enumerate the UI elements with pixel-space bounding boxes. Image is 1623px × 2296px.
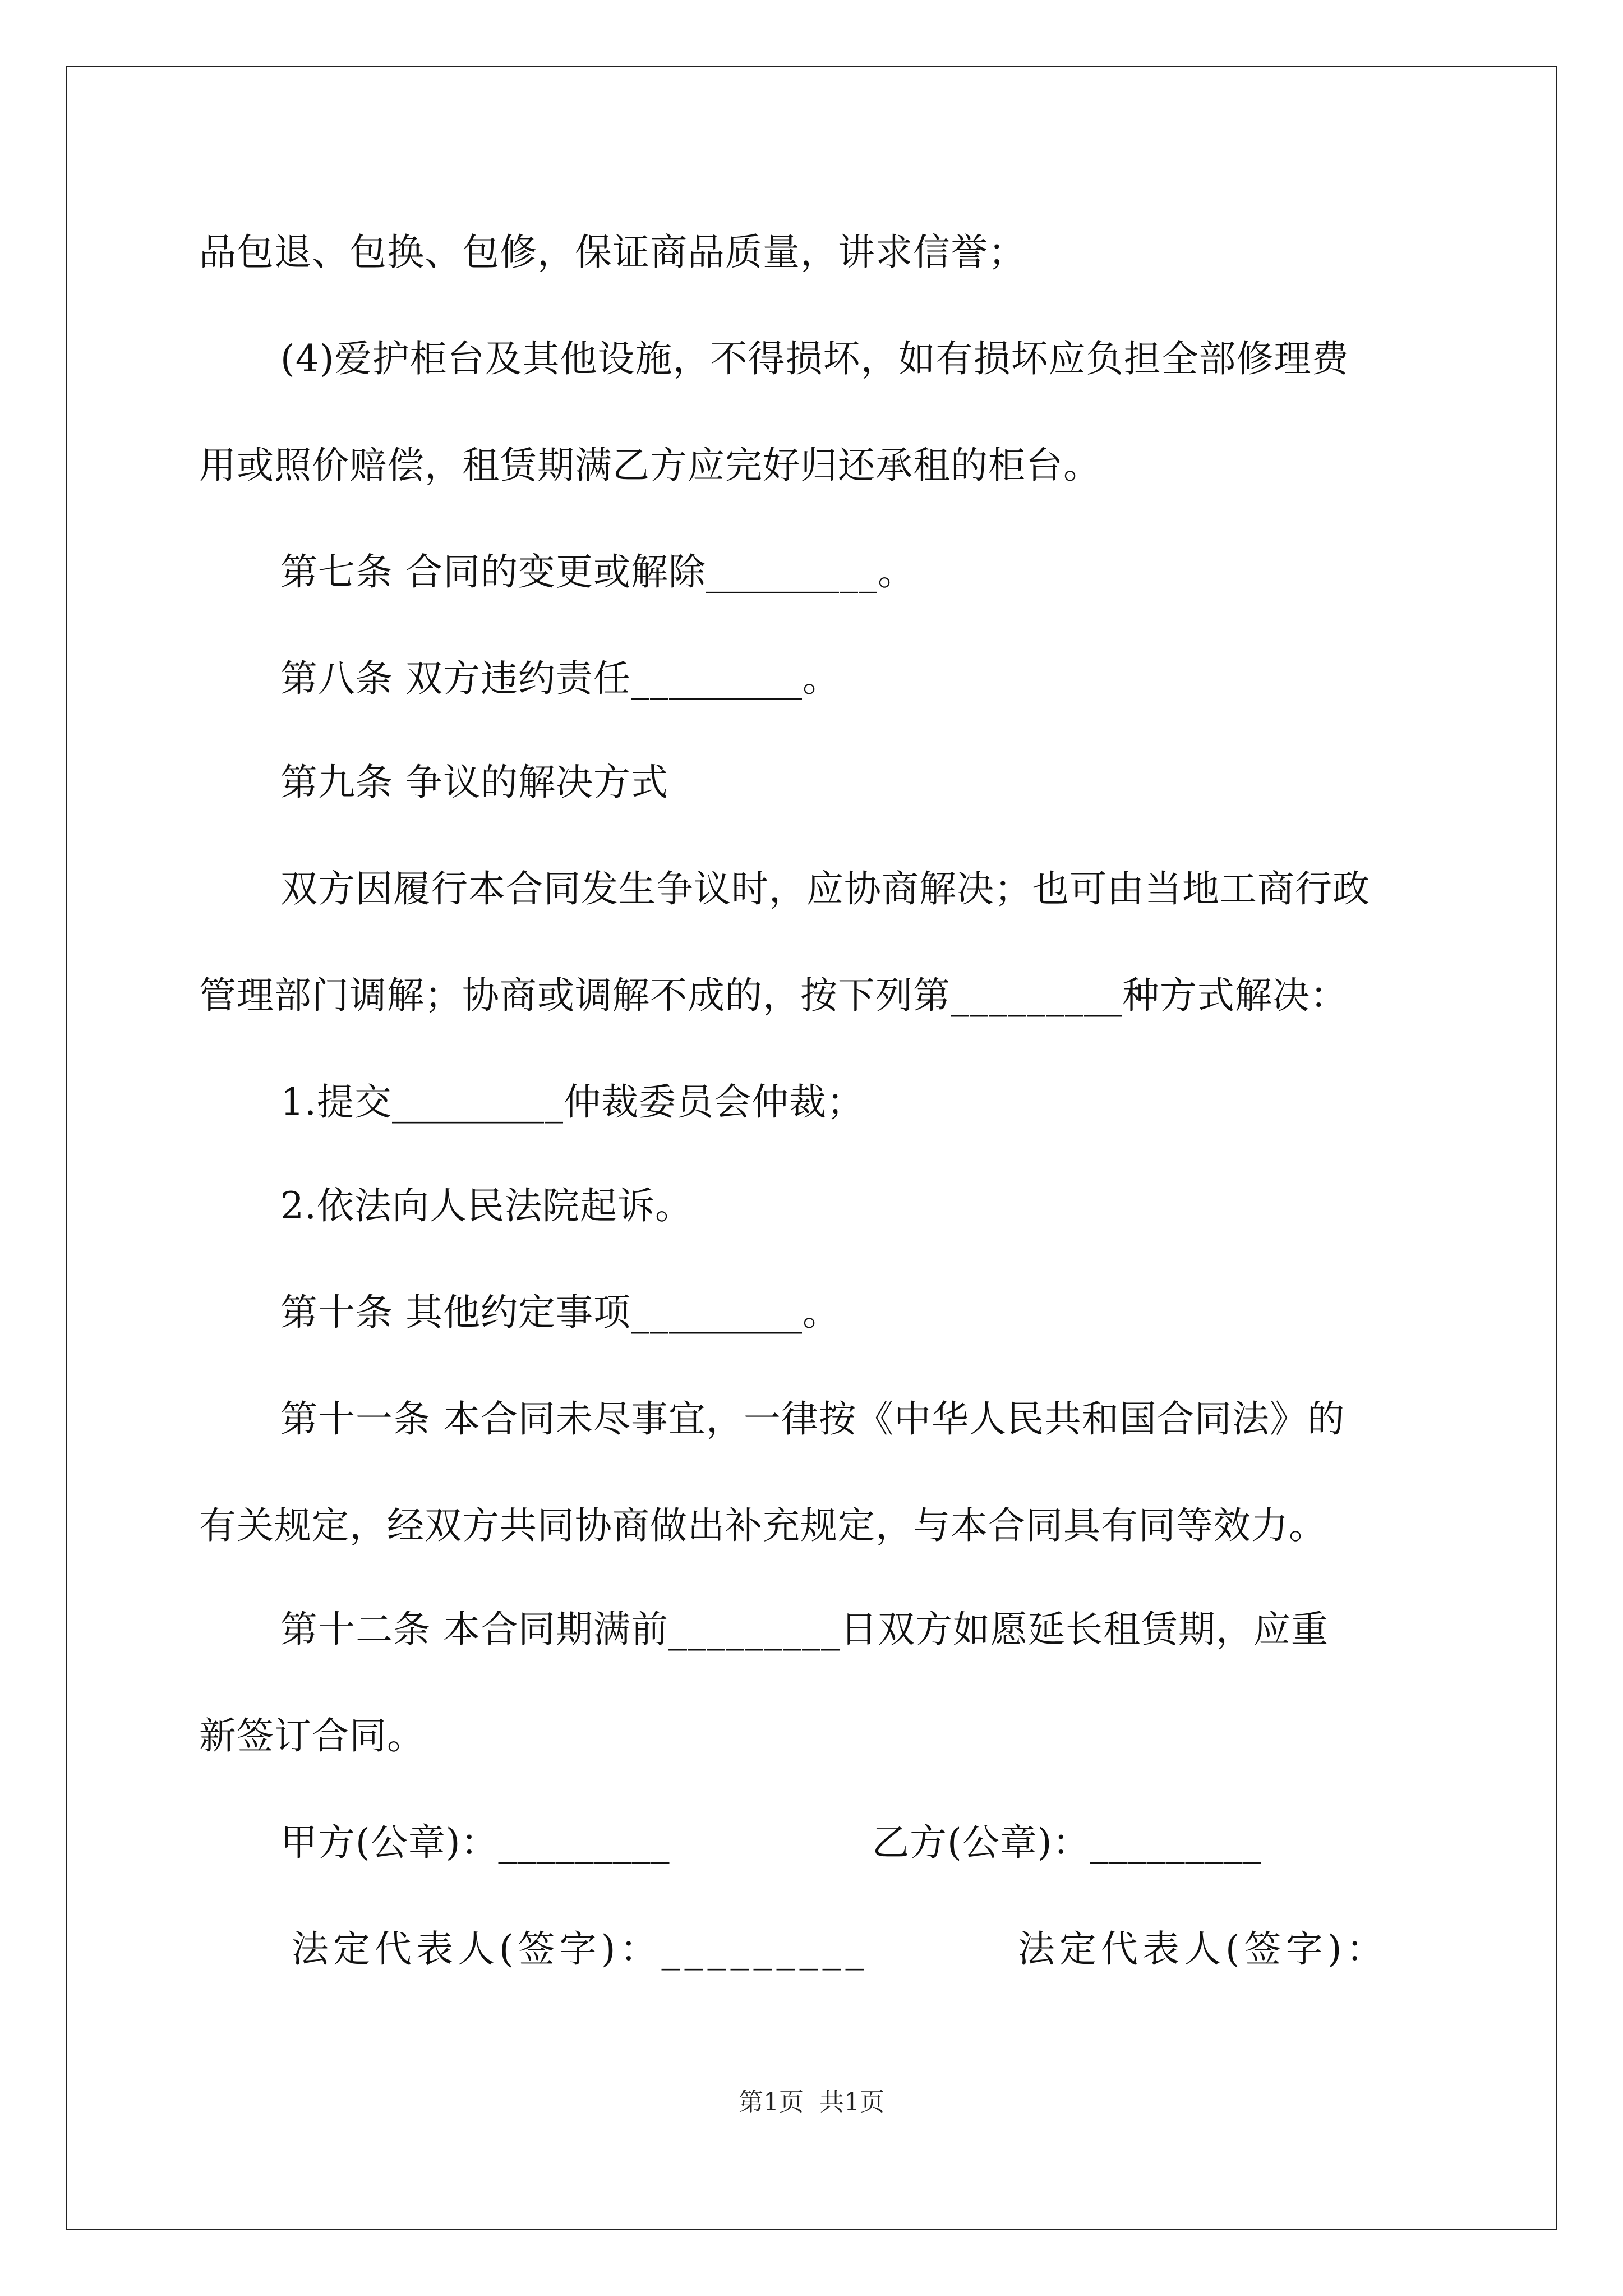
article-11: 第十一条 本合同未尽事宜，一律按《中华人民共和国合同法》的 [280,1397,1345,1441]
body-line-2: (4)爱护柜台及其他设施，不得损坏，如有损坏应负担全部修理费 [280,337,1349,380]
body-line-8: 管理部门调解；协商或调解不成的，按下列第_________种方式解决： [199,974,1348,1017]
page-footer: 第1页 共1页 [739,2088,884,2116]
article-10: 第十条 其他约定事项_________。 [280,1291,840,1334]
body-line-3: 用或照价赔偿，租赁期满乙方应完好归还承租的柜台。 [199,444,1101,487]
body-line-13: 有关规定，经双方共同协商做出补充规定，与本合同具有同等效力。 [199,1504,1326,1547]
signature-party-b: 乙方(公章)：_________ [872,1821,1262,1864]
body-line-1: 品包退、包换、包修，保证商品质量，讲求信誉； [199,231,1026,274]
article-12: 第十二条 本合同期满前_________日双方如愿延长租赁期，应重 [280,1608,1329,1651]
signature-party-a: 甲方(公章)：_________ [280,1821,670,1864]
page-border [66,66,1557,2230]
article-9-heading: 第九条 争议的解决方式 [280,761,668,804]
signature-rep-a: 法定代表人(签字)：_________ [292,1927,869,1971]
body-line-7: 双方因履行本合同发生争议时，应协商解决；也可由当地工商行政 [280,867,1370,910]
option-2: 2.依法向人民法院起诉。 [280,1184,693,1227]
article-8: 第八条 双方违约责任_________。 [280,657,840,700]
signature-rep-b: 法定代表人(签字)： [1018,1927,1388,1971]
body-line-15: 新签订合同。 [199,1714,425,1757]
article-7: 第七条 合同的变更或解除_________。 [280,550,915,593]
option-1: 1.提交_________仲裁委员会仲裁； [280,1080,864,1124]
